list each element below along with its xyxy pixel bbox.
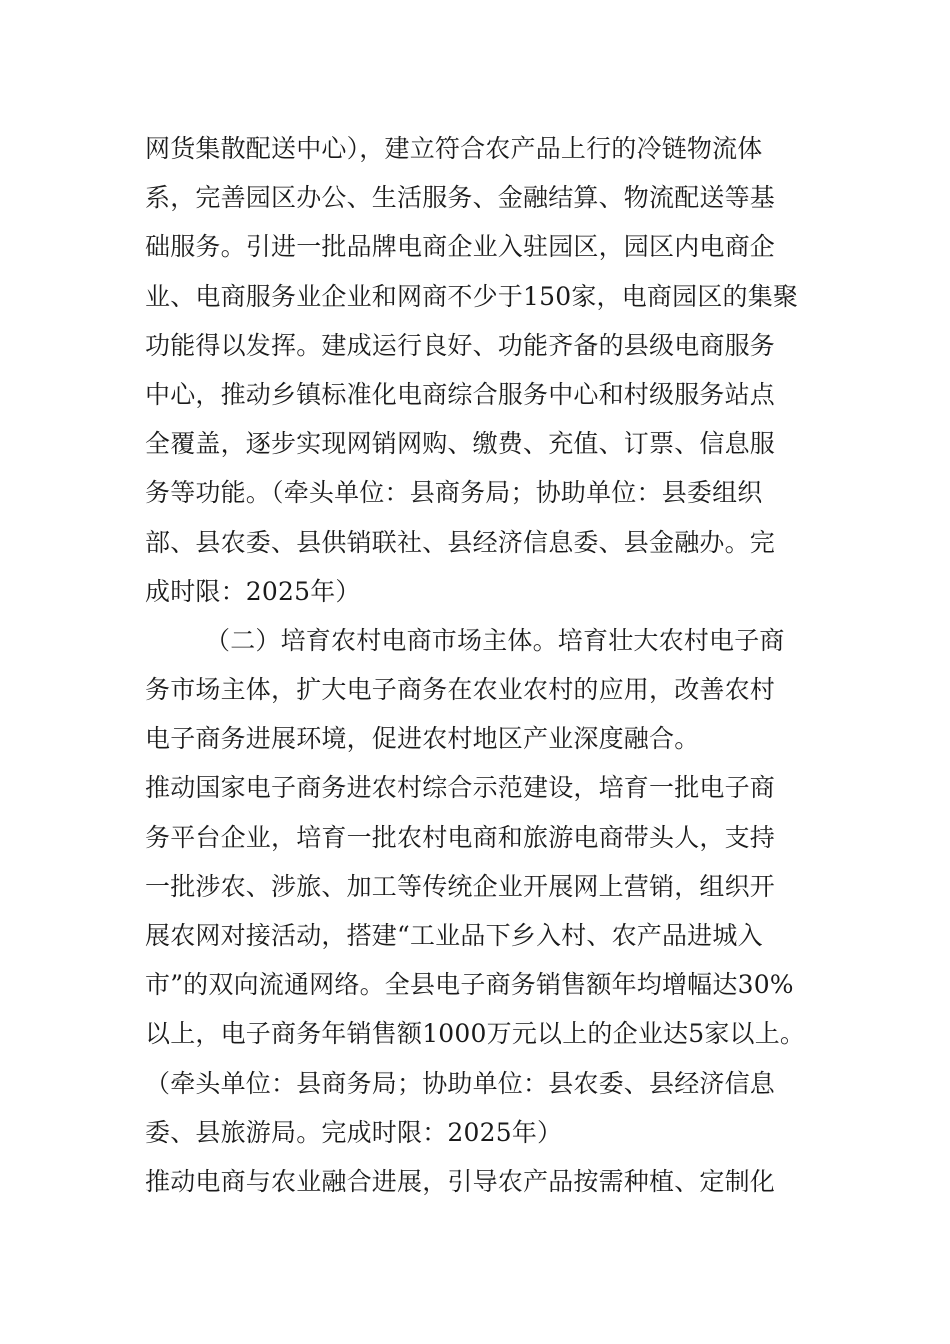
text-line: 网货集散配送中心），建立符合农产品上行的冷链物流体 <box>145 134 763 163</box>
text-line: 系，完善园区办公、生活服务、金融结算、物流配送等基 <box>145 183 776 213</box>
section-heading-line: （二）培育农村电商市场主体。培育壮大农村电子商 <box>205 625 785 655</box>
text-line: 一批涉农、涉旅、加工等传统企业开展网上营销，组织开 <box>145 871 776 901</box>
text-line: 推动电商与农业融合进展，引导农产品按需种植、定制化 <box>145 1166 776 1196</box>
text-line: 务平台企业，培育一批农村电商和旅游电商带头人，支持 <box>145 822 776 852</box>
text-line: 推动国家电子商务进农村综合示范建设，培育一批电子商 <box>145 773 776 803</box>
text-line: 务等功能。（牵头单位：县商务局；协助单位：县委组织 <box>145 478 763 508</box>
text-line: 委、县旅游局。完成时限：2025年） <box>145 1117 563 1147</box>
text-line: 全覆盖，逐步实现网销网购、缴费、充值、订票、信息服 <box>145 429 776 459</box>
text-line: 业、电商服务业企业和网商不少于150家，电商园区的集聚 <box>145 281 799 311</box>
text-line: 以上，电子商务年销售额1000万元以上的企业达5家以上。 <box>145 1019 806 1049</box>
text-line: （牵头单位：县商务局；协助单位：县农委、县经济信息 <box>145 1068 776 1098</box>
text-line: 务市场主体，扩大电子商务在农业农村的应用，改善农村 <box>145 675 776 705</box>
text-line: 电子商务进展环境，促进农村地区产业深度融合。 <box>145 724 700 754</box>
text-line: 功能得以发挥。建成运行良好、功能齐备的县级电商服务 <box>145 330 776 360</box>
text-line: 部、县农委、县供销联社、县经济信息委、县金融办。完 <box>145 527 776 557</box>
text-line: 展农网对接活动，搭建“工业品下乡入村、农产品进城入 <box>145 921 763 950</box>
document-body <box>145 124 810 1206</box>
text-line: 成时限：2025年） <box>145 576 361 606</box>
text-line: 市”的双向流通网络。全县电子商务销售额年均增幅达30% <box>145 970 794 1000</box>
text-line: 中心，推动乡镇标准化电商综合服务中心和村级服务站点 <box>145 379 776 409</box>
text-line: 础服务。引进一批品牌电商企业入驻园区，园区内电商企 <box>145 232 776 262</box>
